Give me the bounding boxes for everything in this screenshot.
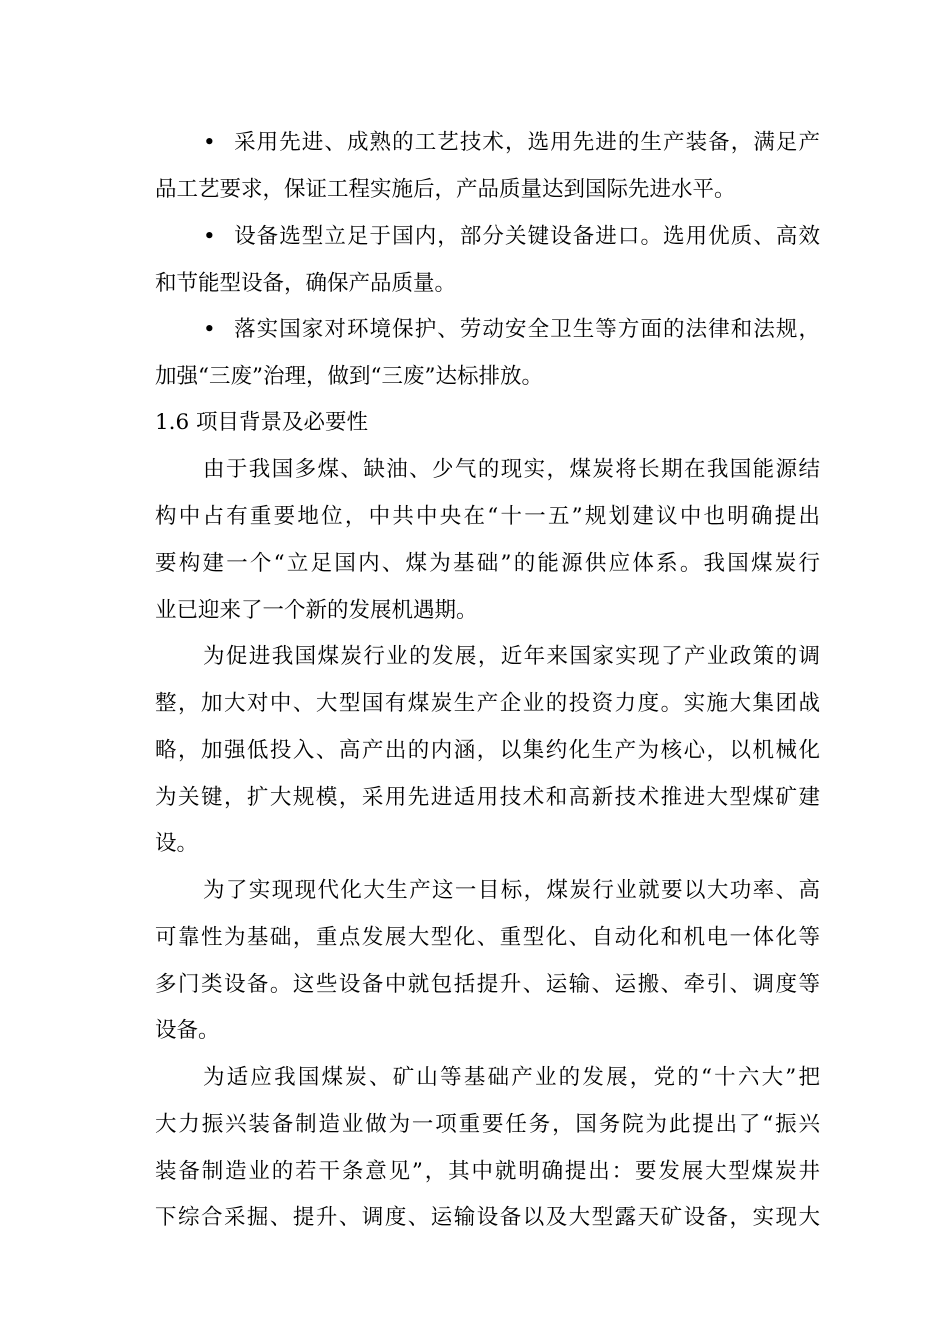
bullet-item-1-line-1: • 采用先进、成熟的工艺技术，选用先进的生产装备，满足产	[203, 128, 820, 158]
bullet-item-1-line-2: 品工艺要求，保证工程实施后，产品质量达到国际先进水平。	[155, 177, 736, 202]
paragraph-3-line-2: 可靠性为基础，重点发展大型化、重型化、自动化和机电一体化等	[155, 925, 820, 950]
section-heading: 1.6 项目背景及必要性	[155, 410, 369, 435]
paragraph-2-line-1: 为促进我国煤炭行业的发展，近年来国家实现了产业政策的调	[203, 644, 820, 669]
paragraph-4-line-2: 大力振兴装备制造业做为一项重要任务，国务院为此提出了“振兴	[155, 1112, 820, 1137]
bullet-icon: •	[203, 224, 216, 249]
bullet-item-3-line-1: • 落实国家对环境保护、劳动安全卫生等方面的法律和法规，	[203, 315, 820, 345]
paragraph-1-line-2: 构中占有重要地位，中共中央在“十一五”规划建议中也明确提出	[155, 504, 820, 529]
paragraph-2-line-5: 设。	[155, 831, 199, 856]
paragraph-3-line-4: 设备。	[155, 1018, 220, 1043]
paragraph-3-line-3: 多门类设备。这些设备中就包括提升、运输、运搬、牵引、调度等	[155, 972, 820, 997]
paragraph-2-line-2: 整，加大对中、大型国有煤炭生产企业的投资力度。实施大集团战	[155, 691, 820, 716]
bullet-item-2-line-1: • 设备选型立足于国内，部分关键设备进口。选用优质、高效	[203, 222, 820, 252]
bullet-icon: •	[203, 317, 216, 342]
paragraph-1-line-1: 由于我国多煤、缺油、少气的现实，煤炭将长期在我国能源结	[203, 457, 820, 482]
paragraph-2-line-4: 为关键，扩大规模，采用先进适用技术和高新技术推进大型煤矿建	[155, 785, 820, 810]
paragraph-1-line-4: 业已迎来了一个新的发展机遇期。	[155, 598, 478, 623]
paragraph-4-line-4: 下综合采掘、提升、调度、运输设备以及大型露天矿设备，实现大	[155, 1205, 820, 1230]
paragraph-2-line-3: 略，加强低投入、高产出的内涵，以集约化生产为核心，以机械化	[155, 738, 820, 763]
paragraph-3-line-1: 为了实现现代化大生产这一目标，煤炭行业就要以大功率、高	[203, 878, 820, 903]
bullet-icon: •	[203, 130, 216, 155]
paragraph-4-line-1: 为适应我国煤炭、矿山等基础产业的发展，党的“十六大”把	[203, 1065, 820, 1090]
paragraph-4-line-3: 装备制造业的若干条意见”，其中就明确提出：要发展大型煤炭井	[155, 1159, 820, 1184]
paragraph-1-line-3: 要构建一个“立足国内、煤为基础”的能源供应体系。我国煤炭行	[155, 551, 820, 576]
bullet-item-3-line-2: 加强“三废”治理，做到“三废”达标排放。	[155, 364, 543, 389]
bullet-item-2-line-2: 和节能型设备，确保产品质量。	[155, 271, 457, 296]
